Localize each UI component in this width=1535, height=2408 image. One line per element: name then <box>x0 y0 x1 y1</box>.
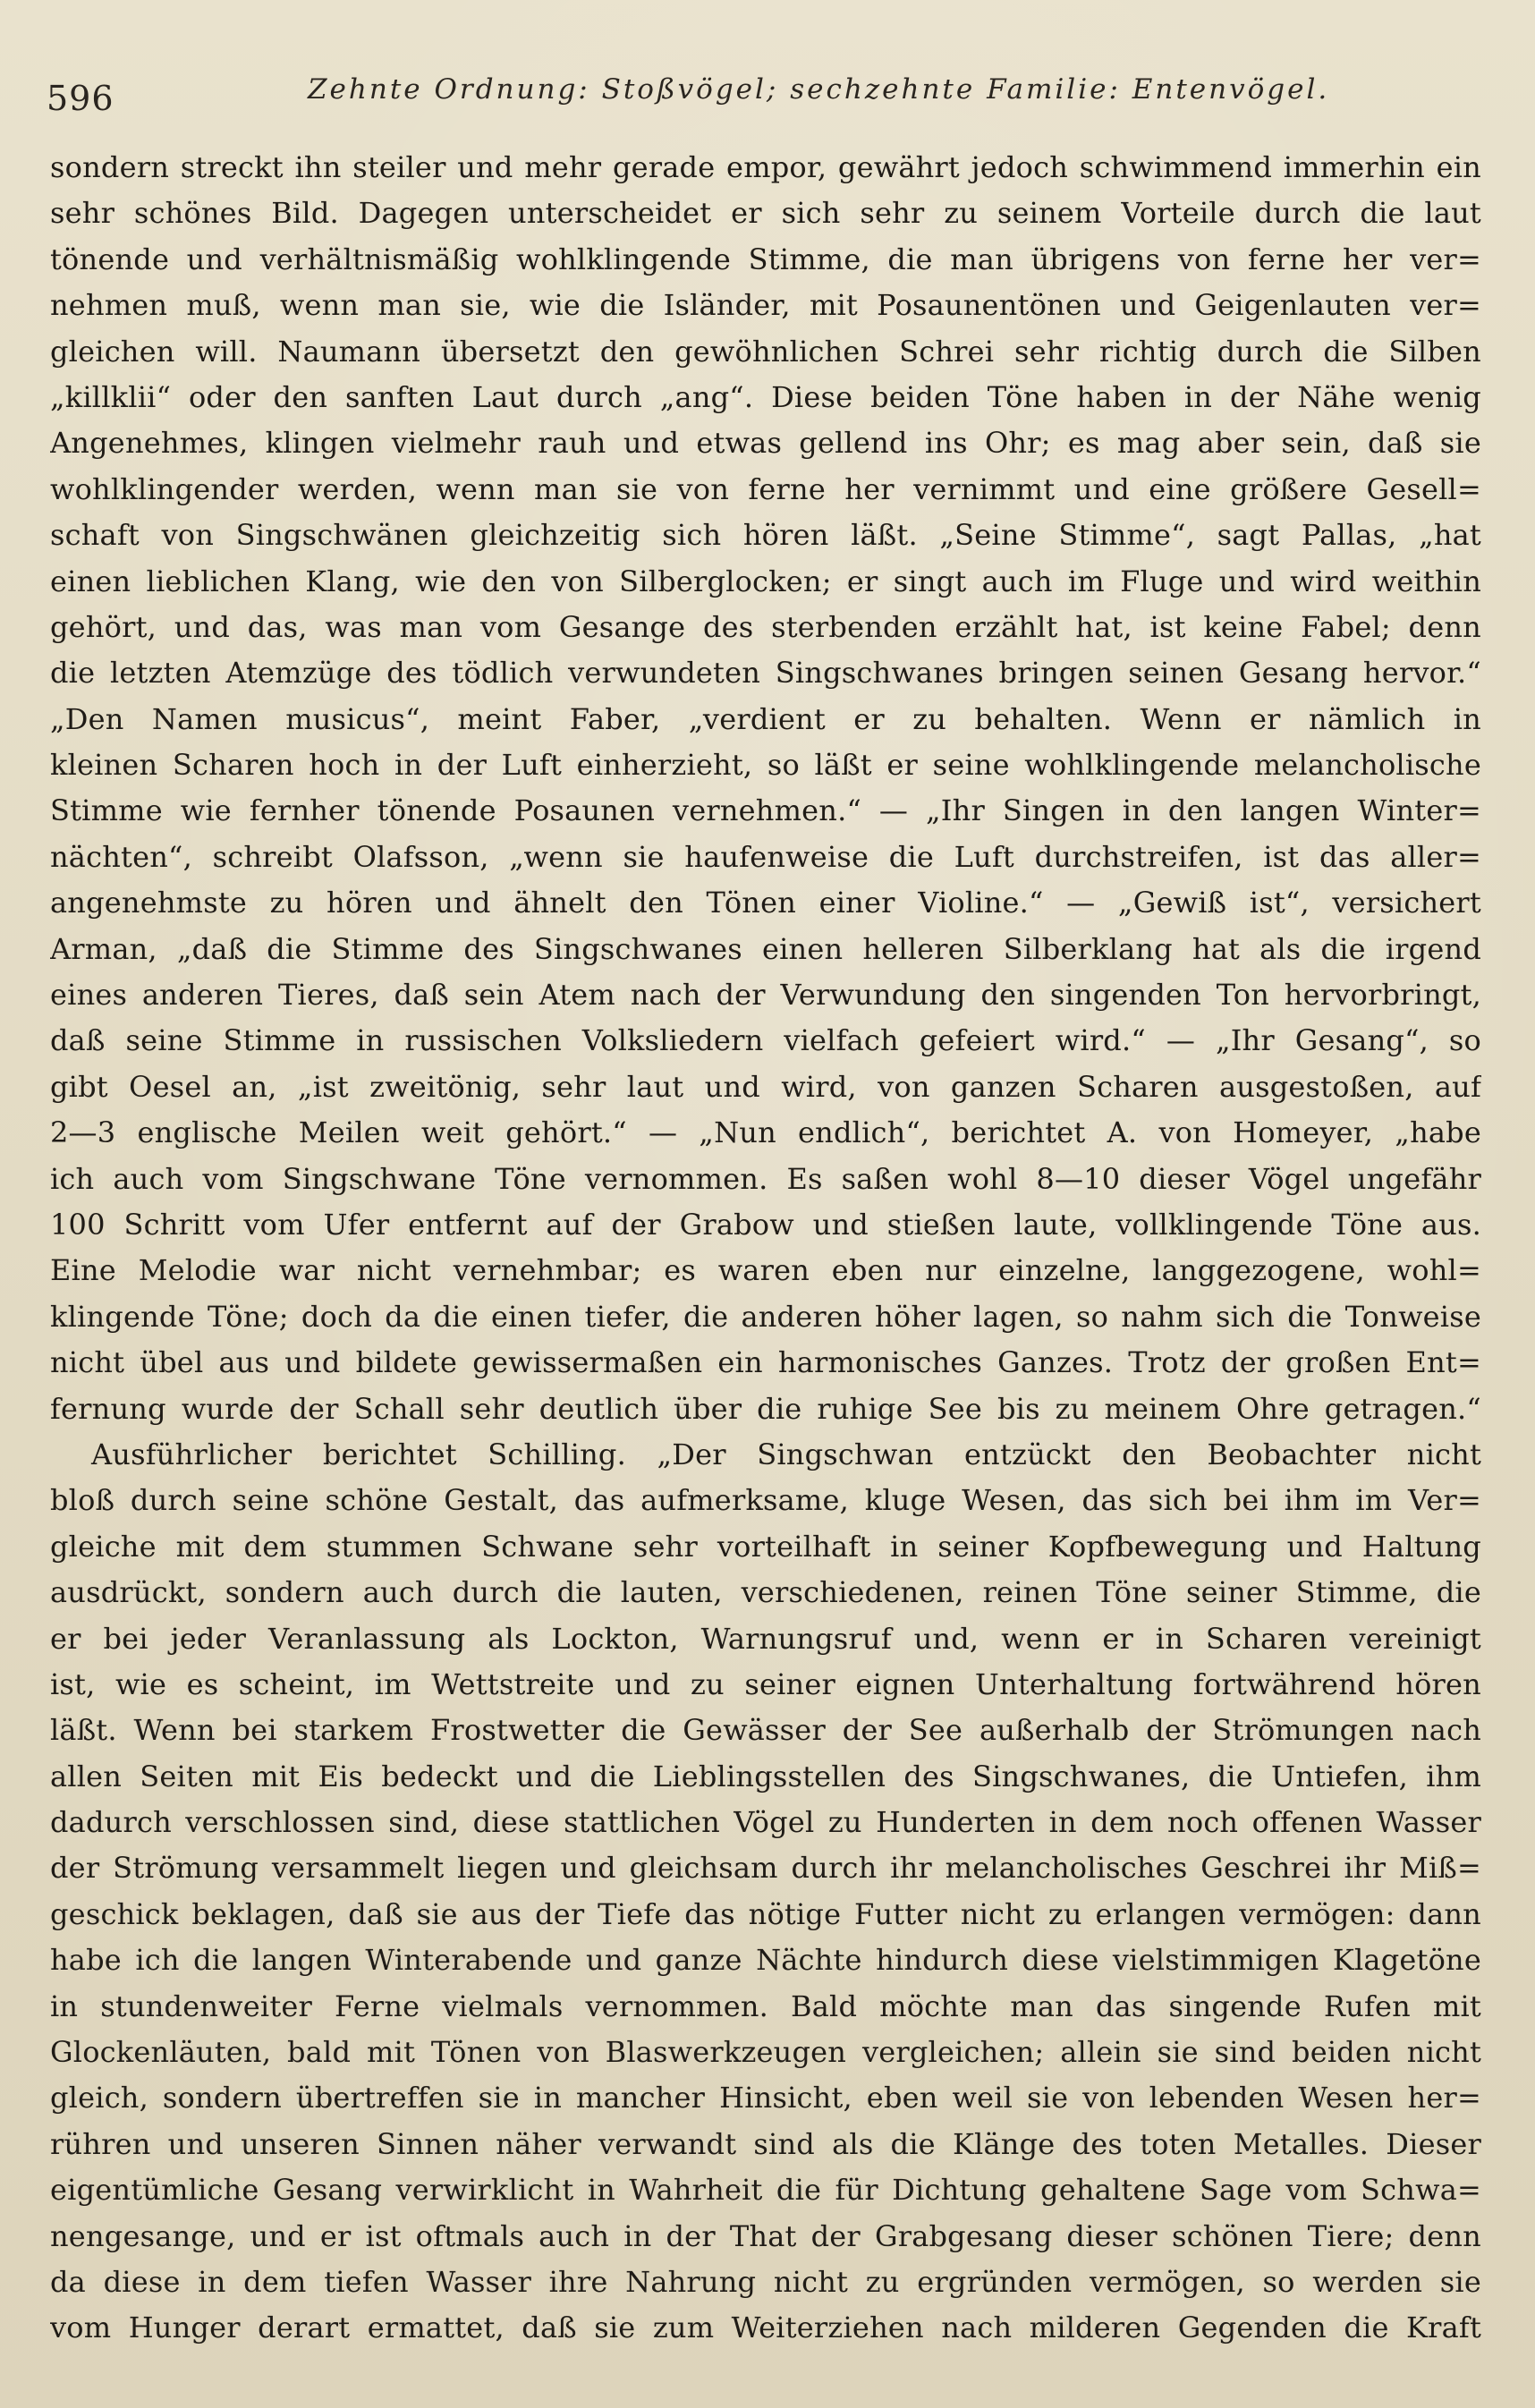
text-line: nehmen muß, wenn man sie, wie die Isländer, mit Posaunentönen und Geigenlauten ver= <box>50 288 1481 323</box>
text-line: der Strömung versammelt liegen und gleichsam durch ihr melancholisches Geschrei ihr Miß= <box>50 1851 1481 1886</box>
text-line: fernung wurde der Schall sehr deutlich über die ruhige See bis zu meinem Ohre getragen.“ <box>50 1391 1481 1426</box>
text-line: läßt. Wenn bei starkem Frostwetter die Gewässer der See außerhalb der Strömungen nach <box>50 1713 1481 1748</box>
text-line: Angenehmes, klingen vielmehr rauh und etwas gellend ins Ohr; es mag aber sein, daß sie <box>50 426 1481 461</box>
text-line: eigentümliche Gesang verwirklicht in Wahrheit die für Dichtung gehaltene Sage vom Schwa= <box>50 2173 1481 2208</box>
text-line: angenehmste zu hören und ähnelt den Tönen einer Violine.“ — „Gewiß ist“, versichert <box>50 886 1481 920</box>
text-line: ist, wie es scheint, im Wettstreite und zu seiner eignen Unterhaltung fortwährend hören <box>50 1666 1481 1701</box>
text-line: vom Hunger derart ermattet, daß sie zum Weiterziehen nach milderen Gegenden die Kraft <box>50 2310 1481 2345</box>
text-line: tönende und verhältnismäßig wohlklingende Stimme, die man übrigens von ferne her ver= <box>50 242 1481 276</box>
text-line: wohlklingender werden, wenn man sie von ferne her vernimmt und eine größere Gesell= <box>50 471 1481 506</box>
text-line: die letzten Atemzüge des tödlich verwundeten Singschwanes bringen seinen Gesang hervor.“ <box>50 656 1481 691</box>
text-line: rühren und unseren Sinnen näher verwandt sind als die Klänge des toten Metalles. Dieser <box>50 2126 1481 2161</box>
text-line: schaft von Singschwänen gleichzeitig sich hören läßt. „Seine Stimme“, sagt Pallas, „hat <box>50 518 1481 553</box>
text-line: Arman, „daß die Stimme des Singschwanes einen helleren Silberklang hat als die irgend <box>50 931 1481 966</box>
page-header <box>47 61 1496 118</box>
page-number: 596 <box>47 79 114 118</box>
text-line: dadurch verschlossen sind, diese stattlichen Vögel zu Hunderten in dem noch offenen Wasser <box>50 1805 1481 1840</box>
text-line: nicht übel aus und bildete gewissermaßen ein harmonisches Ganzes. Trotz der großen Ent= <box>50 1345 1481 1380</box>
text-line: da diese in dem tiefen Wasser ihre Nahrung nicht zu ergründen vermögen, so werden sie <box>50 2264 1481 2299</box>
text-line: er bei jeder Veranlassung als Lockton, Warnungsruf und, wenn er in Scharen vereinigt <box>50 1621 1481 1656</box>
text-line: 2—3 englische Meilen weit gehört.“ — „Nun endlich“, berichtet A. von Homeyer, „habe <box>50 1115 1481 1150</box>
text-line: gibt Oesel an, „ist zweitönig, sehr laut und wird, von ganzen Scharen ausgestoßen, auf <box>50 1069 1481 1104</box>
text-line: nächten“, schreibt Olafsson, „wenn sie haufenweise die Luft durchstreifen, ist das aller= <box>50 839 1481 874</box>
text-line: ausdrückt, sondern auch durch die lauten, verschiedenen, reinen Töne seiner Stimme, die <box>50 1575 1481 1610</box>
text-line: Glockenläuten, bald mit Tönen von Blaswerkzeugen vergleichen; allein sie sind beiden nicht <box>50 2035 1481 2070</box>
text-line: geschick beklagen, daß sie aus der Tiefe das nötige Futter nicht zu erlangen vermögen: dann <box>50 1896 1481 1931</box>
paragraph-start-line: Ausführlicher berichtet Schilling. „Der Singschwan entzückt den Beobachter nicht <box>91 1437 1481 1471</box>
text-line: gleich, sondern übertreffen sie in mancher Hinsicht, eben weil sie von lebenden Wesen her= <box>50 2081 1481 2115</box>
text-line: daß seine Stimme in russischen Volksliedern vielfach gefeiert wird.“ — „Ihr Gesang“, so <box>50 1023 1481 1058</box>
text-line: allen Seiten mit Eis bedeckt und die Lieblingsstellen des Singschwanes, die Untiefen, ihm <box>50 1759 1481 1793</box>
text-line: sondern streckt ihn steiler und mehr gerade empor, gewährt jedoch schwimmend immerhin ein <box>50 150 1481 184</box>
running-title: Zehnte Ordnung: Stoßvögel; sechzehnte Familie: Entenvögel. <box>308 73 1330 106</box>
text-line: gehört, und das, was man vom Gesange des sterbenden erzählt hat, ist keine Fabel; denn <box>50 609 1481 644</box>
text-line: einen lieblichen Klang, wie den von Silberglocken; er singt auch im Fluge und wird weithin <box>50 564 1481 598</box>
text-line: nengesange, und er ist oftmals auch in der That der Grabgesang dieser schönen Tiere; denn <box>50 2218 1481 2253</box>
text-line: klingende Töne; doch da die einen tiefer, die anderen höher lagen, so nahm sich die Tonweise <box>50 1299 1481 1334</box>
text-line: habe ich die langen Winterabende und ganze Nächte hindurch diese vielstimmigen Klagetöne <box>50 1943 1481 1978</box>
text-line: eines anderen Tieres, daß sein Atem nach der Verwundung den singenden Ton hervorbringt, <box>50 978 1481 1013</box>
text-line: Stimme wie fernher tönende Posaunen vernehmen.“ — „Ihr Singen in den langen Winter= <box>50 793 1481 828</box>
text-line: „killklii“ oder den sanften Laut durch „ang“. Diese beiden Töne haben in der Nähe wenig <box>50 379 1481 414</box>
text-line: kleinen Scharen hoch in der Luft einherzieht, so läßt er seine wohlklingende melancholische <box>50 748 1481 783</box>
text-line: Eine Melodie war nicht vernehmbar; es waren eben nur einzelne, langgezogene, wohl= <box>50 1253 1481 1288</box>
text-line: 100 Schritt vom Ufer entfernt auf der Grabow und stießen laute, vollklingende Töne aus. <box>50 1207 1481 1242</box>
text-line: ich auch vom Singschwane Töne vernommen. Es saßen wohl 8—10 dieser Vögel ungefähr <box>50 1161 1481 1196</box>
text-line: bloß durch seine schöne Gestalt, das aufmerksame, kluge Wesen, das sich bei ihm im Ver= <box>50 1483 1481 1518</box>
text-line: sehr schönes Bild. Dagegen unterscheidet er sich sehr zu seinem Vorteile durch die laut <box>50 196 1481 231</box>
body-text <box>50 145 1481 2352</box>
text-line: in stundenweiter Ferne vielmals vernommen. Bald möchte man das singende Rufen mit <box>50 1988 1481 2023</box>
text-line: „Den Namen musicus“, meint Faber, „verdient er zu behalten. Wenn er nämlich in <box>50 701 1481 736</box>
text-line: gleiche mit dem stummen Schwane sehr vorteilhaft in seiner Kopfbewegung und Haltung <box>50 1529 1481 1564</box>
text-line: gleichen will. Naumann übersetzt den gewöhnlichen Schrei sehr richtig durch die Silben <box>50 334 1481 369</box>
